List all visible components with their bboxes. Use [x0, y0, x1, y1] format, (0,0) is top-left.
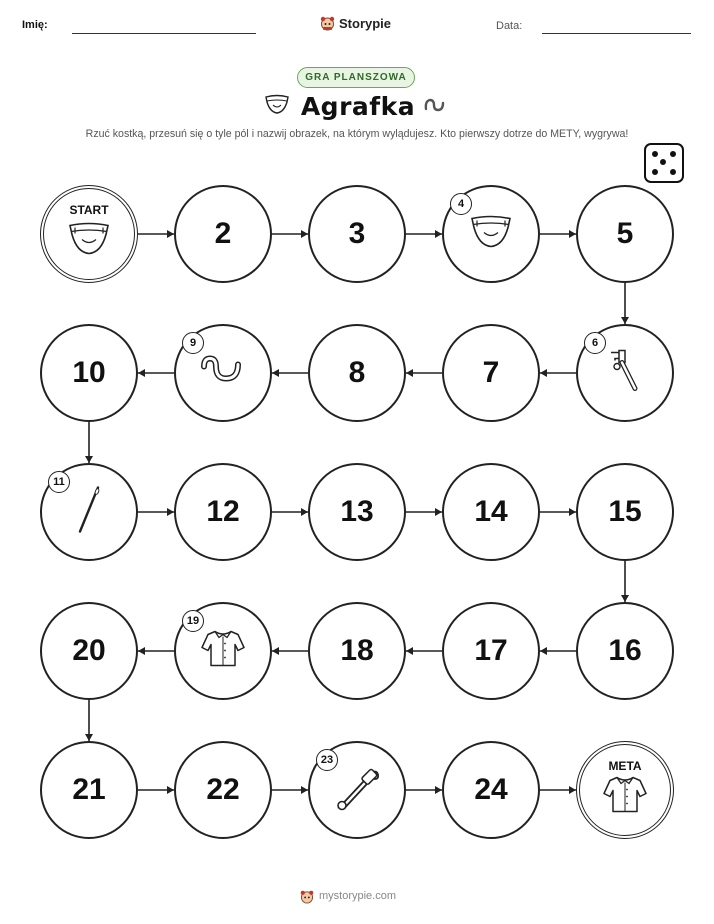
arrow-head: [569, 786, 576, 794]
board-cell-11: [40, 463, 138, 561]
cell-number: 15: [608, 495, 642, 528]
date-line[interactable]: [542, 33, 691, 34]
cell-number-tag: 11: [48, 471, 70, 493]
arrow-head: [540, 647, 547, 655]
brand-name: Storypie: [339, 15, 392, 31]
cell-number-tag: 19: [182, 610, 204, 632]
cell-number: 24: [474, 773, 508, 806]
arrow-head: [406, 647, 413, 655]
safety-pin-icon: [332, 765, 382, 816]
cell-number: 8: [348, 356, 366, 389]
dice-icon: [644, 143, 684, 183]
arrow-head: [621, 317, 629, 324]
title-hook-icon: [423, 95, 447, 120]
arrow-head: [406, 369, 413, 377]
cell-number: 22: [206, 773, 240, 806]
cell-number-tag: 9: [182, 332, 204, 354]
arrow-head: [85, 456, 93, 463]
arrow-head: [272, 369, 279, 377]
footer: [300, 886, 414, 906]
shirt-icon: [602, 774, 648, 821]
cell-number-tag: 4: [450, 193, 472, 215]
board-cell-13: [308, 463, 406, 561]
cell-number-tag: 23: [316, 749, 338, 771]
board-cell-21: [40, 741, 138, 839]
board-cell-12: [174, 463, 272, 561]
board-cell-24: [442, 741, 540, 839]
board-cell-23: [308, 741, 406, 839]
start-cell: [40, 185, 138, 283]
board-cell-15: [576, 463, 674, 561]
cell-number: 20: [72, 634, 106, 667]
board-cell-19: [174, 602, 272, 700]
arrow-head: [85, 734, 93, 741]
board-cell-22: [174, 741, 272, 839]
instructions-text: Rzuć kostką, przesuń się o tyle pól i nazwij obrazek, na którym wylądujesz. Kto pierwszy dotrze do METY, wygrywa!: [85, 128, 629, 140]
cell-number: 13: [340, 495, 374, 528]
board-cell-16: [576, 602, 674, 700]
finish-cell: [576, 741, 674, 839]
arrow-head: [540, 369, 547, 377]
cell-number: 3: [348, 217, 366, 250]
clamp-icon: [605, 347, 645, 400]
arrow-head: [138, 369, 145, 377]
arrow-head: [569, 508, 576, 516]
board-cell-3: [308, 185, 406, 283]
cell-number: 16: [608, 634, 642, 667]
brand-logo: [320, 12, 400, 34]
board-cell-8: [308, 324, 406, 422]
cell-label: START: [69, 203, 109, 217]
board-cell-7: [442, 324, 540, 422]
board-cell-6: [576, 324, 674, 422]
footer-url[interactable]: mystorypie.com: [319, 890, 397, 902]
board-cell-18: [308, 602, 406, 700]
cell-number: 14: [474, 495, 508, 528]
arrow-head: [621, 595, 629, 602]
cell-number: 10: [72, 356, 106, 389]
arrow-head: [272, 647, 279, 655]
cell-number: 18: [340, 634, 374, 667]
arrow-head: [435, 786, 442, 794]
board-cell-9: [174, 324, 272, 422]
hook-icon: [198, 355, 248, 392]
board-cell-14: [442, 463, 540, 561]
arrow-head: [435, 508, 442, 516]
shirt-icon: [200, 628, 246, 675]
board-cell-2: [174, 185, 272, 283]
storypie-mascot-icon: [320, 15, 335, 31]
arrow-head: [167, 508, 174, 516]
cell-number: 2: [214, 217, 232, 250]
diaper-icon: [469, 214, 513, 255]
page-title: Agrafka: [300, 92, 416, 121]
cell-number: 12: [206, 495, 240, 528]
game-type-badge: GRA PLANSZOWA: [297, 67, 415, 88]
footer-mascot-icon: [300, 889, 314, 904]
cell-number-tag: 6: [584, 332, 606, 354]
arrow-head: [301, 508, 308, 516]
board-cell-17: [442, 602, 540, 700]
name-label: Imię:: [22, 19, 48, 31]
needle-icon: [74, 484, 104, 541]
cell-number: 7: [482, 356, 500, 389]
cell-number: 21: [72, 773, 106, 806]
board-cell-4: [442, 185, 540, 283]
cell-label: META: [608, 759, 642, 773]
arrow-head: [569, 230, 576, 238]
arrow-head: [167, 786, 174, 794]
arrow-head: [435, 230, 442, 238]
board-cell-20: [40, 602, 138, 700]
board-cell-5: [576, 185, 674, 283]
cell-number: 5: [616, 217, 634, 250]
title-diaper-icon: [264, 93, 290, 120]
cell-number: 17: [474, 634, 508, 667]
arrow-head: [138, 647, 145, 655]
arrow-head: [301, 230, 308, 238]
arrow-head: [167, 230, 174, 238]
diaper-icon: [67, 221, 111, 262]
arrow-head: [301, 786, 308, 794]
board-cell-10: [40, 324, 138, 422]
date-label: Data:: [496, 20, 523, 32]
name-line[interactable]: [72, 33, 256, 34]
